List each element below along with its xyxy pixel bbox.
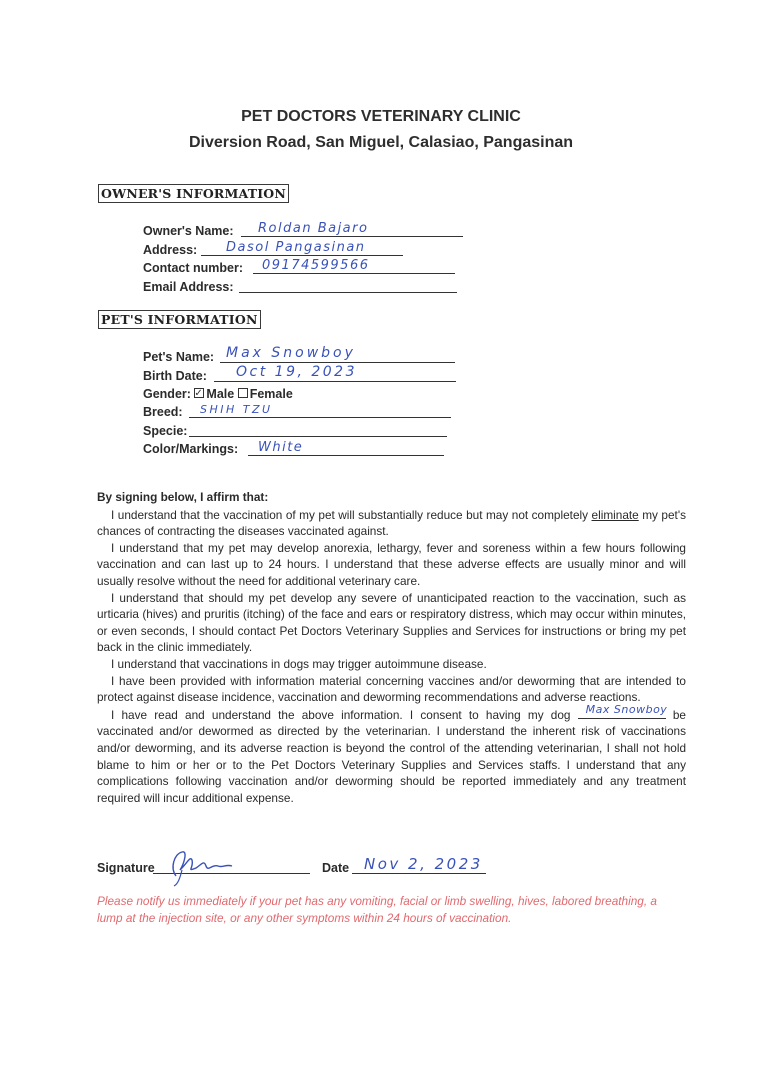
affirmation-paragraph-1: I understand that the vaccination of my pet will substantially reduce but may not completely eliminate my pet's chances of contracting the diseases vaccinated against.: [97, 507, 686, 539]
date-value[interactable]: Nov 2, 2023: [364, 855, 483, 873]
specie-label: Specie:: [143, 424, 188, 438]
affirmation-block: [97, 489, 686, 806]
gender-male-label: Male: [206, 387, 235, 401]
affirmation-paragraph-6: I have read and understand the above information. I consent to having my dog Max Snowboy be vaccinated and/or dewormed as directed by the veterinarian. I understand the inherent risk of vaccinations and/or deworming, and its adverse reaction is beyond the control of the attending veterinarian, I shall not hold blame to him or her or to the Pet Doctors Veterinary Supplies and Services staffs. I understand that any complications following vaccination and/or deworming should be reported immediately and any treatment required will incur additional expense.: [97, 702, 686, 805]
clinic-name: PET DOCTORS VETERINARY CLINIC: [241, 108, 521, 125]
pet-name-value[interactable]: Max Snowboy: [226, 345, 356, 361]
pet-section-heading: PET'S INFORMATION: [98, 310, 261, 329]
dog-name-blank[interactable]: [578, 702, 668, 719]
affirmation-paragraph-4: I understand that vaccinations in dogs may trigger autoimmune disease.: [111, 656, 487, 671]
clinic-address: Diversion Road, San Miguel, Calasiao, Pangasinan: [188, 134, 574, 151]
birth-date-line: [214, 381, 456, 382]
pet-name-line: [220, 362, 455, 363]
signature-mark[interactable]: [162, 846, 242, 888]
affirmation-paragraph-3: I understand that should my pet develop any severe of unanticipated reaction to the vaccination, such as urticaria (hives) and pruritis (itching) of the face and ears or respiratory distress, which may occur within minutes, or even seconds, I should contact Pet Doctors Veterinary Supplies and Services for instructions or bring my pet back in the clinic immediately.: [97, 590, 686, 655]
gender-female-label: Female: [249, 387, 293, 401]
affirmation-lead: By signing below, I affirm that:: [97, 490, 269, 504]
contact-number-label: Contact number:: [143, 261, 243, 275]
gender-female-checkbox[interactable]: [238, 388, 248, 398]
email-line: [239, 292, 457, 293]
owner-section-heading: OWNER'S INFORMATION: [98, 184, 289, 203]
email-label: Email Address:: [143, 280, 234, 294]
birth-date-value[interactable]: Oct 19, 2023: [236, 364, 357, 380]
breed-label: Breed:: [143, 405, 183, 419]
dog-name-value: Max Snowboy: [585, 702, 668, 716]
birth-date-label: Birth Date:: [143, 369, 207, 383]
owner-name-value[interactable]: Roldan Bajaro: [258, 221, 369, 236]
breed-value[interactable]: SHIH TZU: [200, 403, 273, 416]
specie-line: [189, 436, 447, 437]
owner-name-label: Owner's Name:: [143, 224, 234, 238]
signature-label: Signature: [97, 861, 155, 875]
pet-name-label: Pet's Name:: [143, 350, 215, 364]
gender-male-checkbox[interactable]: [194, 388, 204, 398]
owner-address-value[interactable]: Dasol Pangasinan: [226, 240, 366, 255]
gender-label: Gender:: [143, 387, 191, 401]
date-label: Date: [322, 861, 350, 875]
affirmation-paragraph-2: I understand that my pet may develop anorexia, lethargy, fever and soreness within a few hours following vaccination and can last up to 24 hours. I understand that these adverse effects are usually minor and will usually resolve without the need for additional veterinary care.: [97, 540, 686, 588]
contact-number-value[interactable]: 09174599566: [262, 258, 370, 273]
warning-note: Please notify us immediately if your pet has any vomiting, facial or limb swelling, hives, labored breathing, a lump at the injection site, or any other symptoms within 24 hours of vaccination.: [97, 894, 657, 925]
color-markings-label: Color/Markings:: [143, 442, 239, 456]
color-markings-value[interactable]: White: [258, 440, 304, 455]
date-line: [352, 873, 486, 874]
affirmation-paragraph-5: I have been provided with information material concerning vaccines and/or deworming that are intended to protect against disease incidence, vaccination and deworming recommendations and adverse reactions.: [97, 673, 686, 705]
gender-row: [143, 385, 293, 403]
owner-address-label: Address:: [143, 243, 198, 257]
